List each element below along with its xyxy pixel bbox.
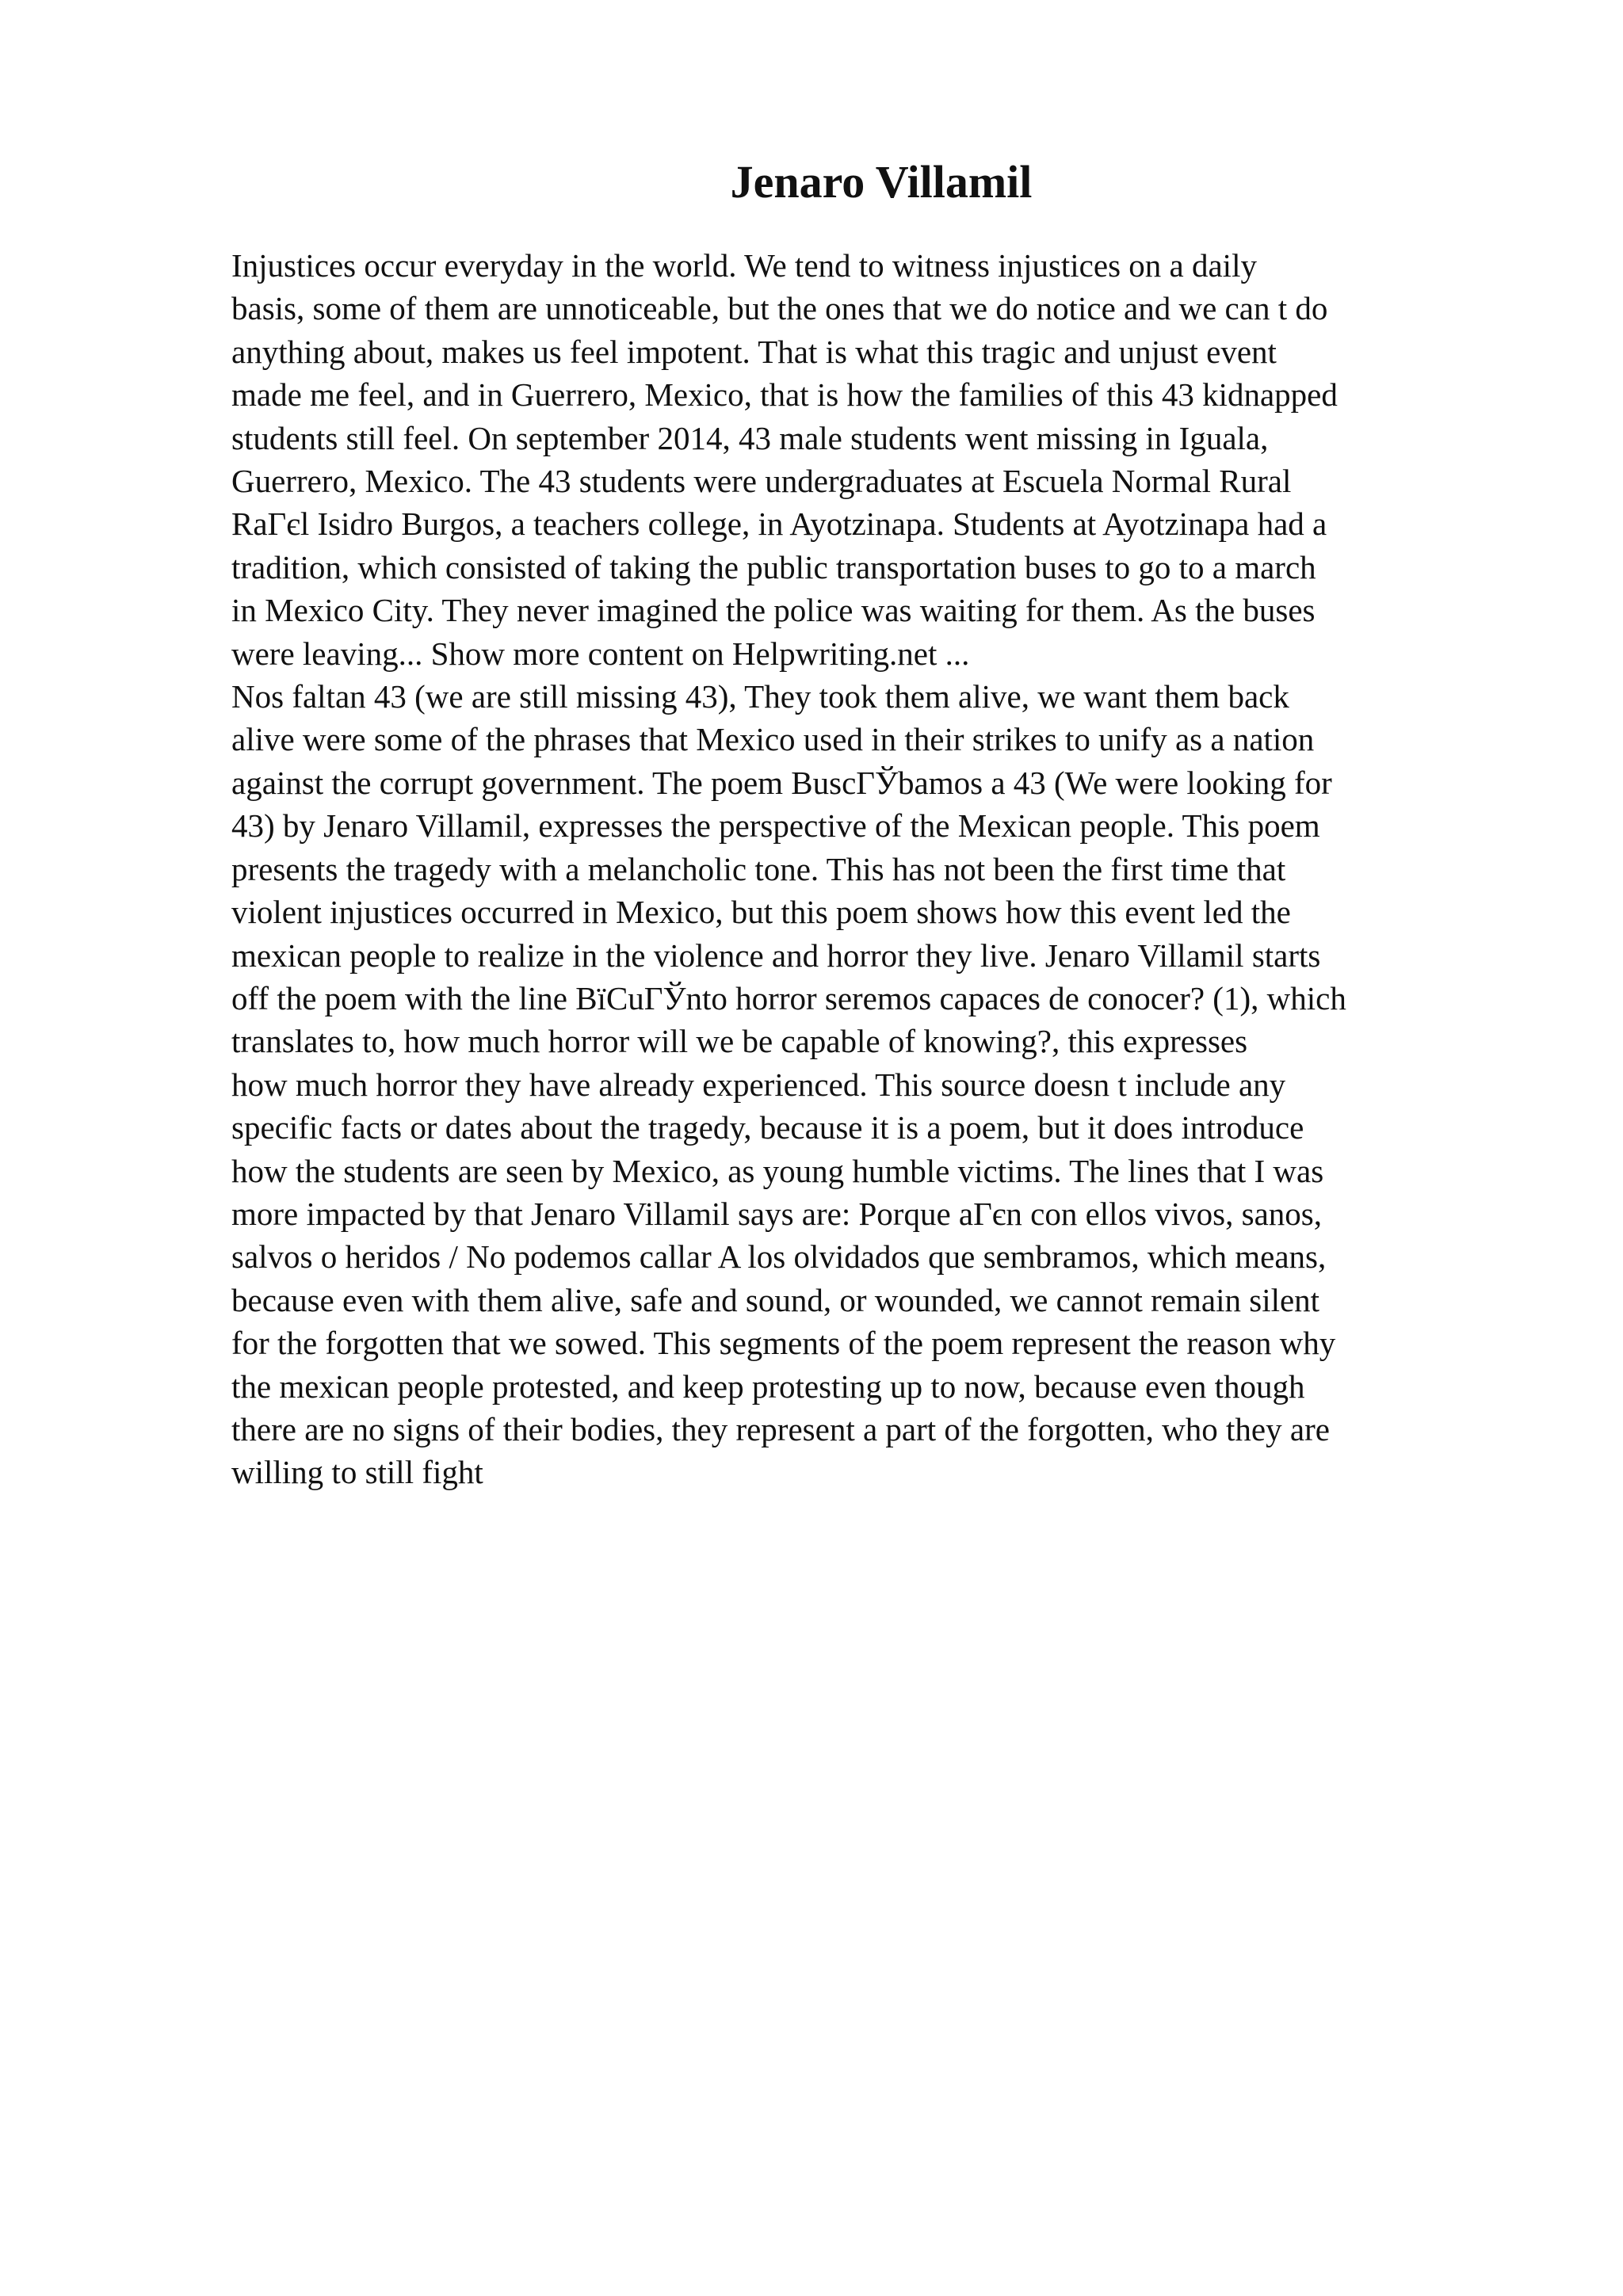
text-line: 43) by Jenaro Villamil, expresses the perspective of the Mexican people. This poem	[231, 807, 1320, 845]
text-line: willing to still fight	[231, 1454, 483, 1491]
text-line: how much horror they have already experienced. This source doesn t include any	[231, 1066, 1286, 1103]
text-line: for the forgotten that we sowed. This segments of the poem represent the reason why	[231, 1325, 1336, 1362]
text-line: translates to, how much horror will we be capable of knowing?, this expresses	[231, 1023, 1248, 1060]
essay-body	[231, 244, 1499, 1494]
document-title: Jenaro Villamil	[730, 156, 1033, 208]
text-line: more impacted by that Jenaro Villamil says are: Porque aΓєn con ellos vivos, sanos,	[231, 1195, 1322, 1232]
text-line: there are no signs of their bodies, they represent a part of the forgotten, who they are	[231, 1410, 1330, 1447]
text-line: students still feel. On september 2014, 43 male students went missing in Iguala,	[231, 419, 1269, 456]
text-line: made me feel, and in Guerrero, Mexico, that is how the families of this 43 kidnapped	[231, 376, 1338, 414]
text-line: because even with them alive, safe and sound, or wounded, we cannot remain silent	[231, 1281, 1320, 1318]
text-line: Nos faltan 43 (we are still missing 43), They took them alive, we want them back	[231, 678, 1289, 715]
text-line: in Mexico City. They never imagined the police was waiting for them. As the buses	[231, 592, 1316, 629]
text-line: salvos o heridos / No podemos callar A los olvidados que sembramos, which means,	[231, 1238, 1327, 1276]
text-line: presents the tragedy with a melancholic tone. This has not been the first time that	[231, 850, 1286, 887]
text-line: violent injustices occurred in Mexico, but this poem shows how this event led the	[231, 894, 1291, 931]
text-line: specific facts or dates about the tragedy, because it is a poem, but it does introduce	[231, 1109, 1304, 1146]
text-line: Injustices occur everyday in the world. We tend to witness injustices on a daily	[231, 247, 1257, 284]
text-line: Guerrero, Mexico. The 43 students were undergraduates at Escuela Normal Rural	[231, 463, 1292, 500]
text-line: how the students are seen by Mexico, as young humble victims. The lines that I was	[231, 1152, 1324, 1189]
text-line: the mexican people protested, and keep protesting up to now, because even though	[231, 1367, 1305, 1405]
text-line: were leaving... Show more content on Helpwriting.net ...	[231, 635, 970, 672]
text-line: off the poem with the line BïCuΓЎnto horror seremos capaces de conocer? (1), which	[231, 979, 1346, 1016]
text-line: alive were some of the phrases that Mexico used in their strikes to unify as a nation	[231, 721, 1315, 758]
text-line: tradition, which consisted of taking the public transportation buses to go to a march	[231, 548, 1316, 585]
text-line: RaΓєl Isidro Burgos, a teachers college, in Ayotzinapa. Students at Ayotzinapa had a	[231, 505, 1327, 543]
text-line: basis, some of them are unnoticeable, but the ones that we do notice and we can t do	[231, 290, 1328, 327]
text-line: anything about, makes us feel impotent. That is what this tragic and unjust event	[231, 333, 1277, 370]
text-line: mexican people to realize in the violence and horror they live. Jenaro Villamil starts	[231, 936, 1321, 974]
text-line: against the corrupt government. The poem BuscΓЎbamos a 43 (We were looking for	[231, 764, 1332, 801]
